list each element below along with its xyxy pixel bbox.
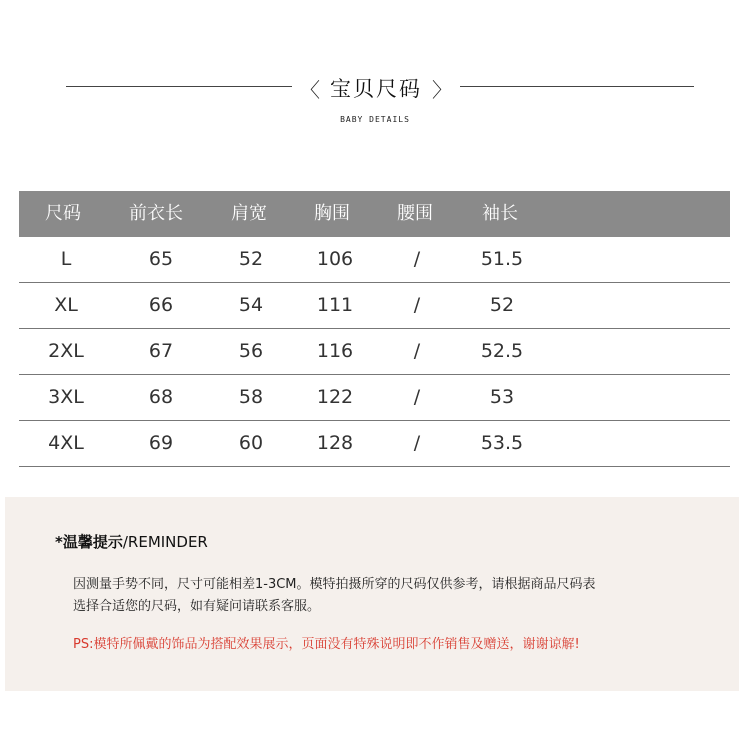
size-table-header: [19, 191, 730, 237]
chevron-left-icon: 〈: [300, 77, 320, 102]
cell-front-length: 67: [148, 340, 174, 362]
cell-chest: 106: [316, 248, 354, 270]
column-header-shoulder: 肩宽: [231, 203, 267, 224]
section-header: [0, 0, 750, 140]
cell-sleeve: 52: [489, 294, 515, 316]
cell-chest: 111: [316, 294, 354, 316]
reminder-title-en: /REMINDER: [122, 533, 208, 551]
cell-size: 4XL: [48, 432, 84, 454]
cell-sleeve: 53: [489, 386, 515, 408]
cell-front-length: 68: [148, 386, 174, 408]
reminder-title: [55, 531, 208, 552]
table-row: [19, 421, 730, 467]
column-header-sleeve: 袖长: [482, 203, 518, 224]
header-rule-right: [460, 86, 694, 87]
cell-shoulder: 52: [238, 248, 264, 270]
cell-size: 3XL: [48, 386, 84, 408]
reminder-ps: PS:模特所佩戴的饰品为搭配效果展示，页面没有特殊说明即不作销售及赠送，谢谢谅解!: [73, 637, 580, 652]
table-row: [19, 283, 730, 329]
cell-waist: /: [413, 294, 421, 316]
cell-waist: /: [413, 248, 421, 270]
table-row: [19, 329, 730, 375]
cell-chest: 122: [316, 386, 354, 408]
cell-sleeve: 53.5: [480, 432, 524, 454]
cell-size: L: [60, 248, 72, 270]
cell-waist: /: [413, 386, 421, 408]
column-header-front-length: 前衣长: [129, 203, 183, 224]
column-header-size: 尺码: [45, 203, 81, 224]
size-table: [19, 191, 730, 467]
cell-front-length: 65: [148, 248, 174, 270]
cell-shoulder: 58: [238, 386, 264, 408]
column-header-chest: 胸围: [314, 203, 350, 224]
cell-waist: /: [413, 340, 421, 362]
cell-chest: 116: [316, 340, 354, 362]
column-header-waist: 腰围: [397, 203, 433, 224]
cell-front-length: 66: [148, 294, 174, 316]
reminder-line-2: 选择合适您的尺码，如有疑问请联系客服。: [73, 599, 321, 614]
cell-shoulder: 56: [238, 340, 264, 362]
cell-sleeve: 52.5: [480, 340, 524, 362]
section-title-text: 宝贝尺码: [330, 77, 422, 101]
chevron-right-icon: 〉: [432, 77, 452, 102]
table-row: [19, 375, 730, 421]
cell-sleeve: 51.5: [480, 248, 524, 270]
table-row: [19, 237, 730, 283]
reminder-panel: [5, 497, 739, 691]
section-title: [300, 70, 452, 106]
cell-shoulder: 54: [238, 294, 264, 316]
cell-shoulder: 60: [238, 432, 264, 454]
cell-front-length: 69: [148, 432, 174, 454]
reminder-title-cn: *温馨提示: [55, 533, 123, 551]
reminder-line-1: 因测量手势不同，尺寸可能相差1-3CM。模特拍摄所穿的尺码仅供参考，请根据商品尺码表: [73, 577, 596, 592]
cell-waist: /: [413, 432, 421, 454]
cell-chest: 128: [316, 432, 354, 454]
cell-size: XL: [54, 294, 78, 316]
section-subtitle: BABY DETAILS: [340, 115, 410, 124]
cell-size: 2XL: [48, 340, 84, 362]
header-rule-left: [66, 86, 292, 87]
